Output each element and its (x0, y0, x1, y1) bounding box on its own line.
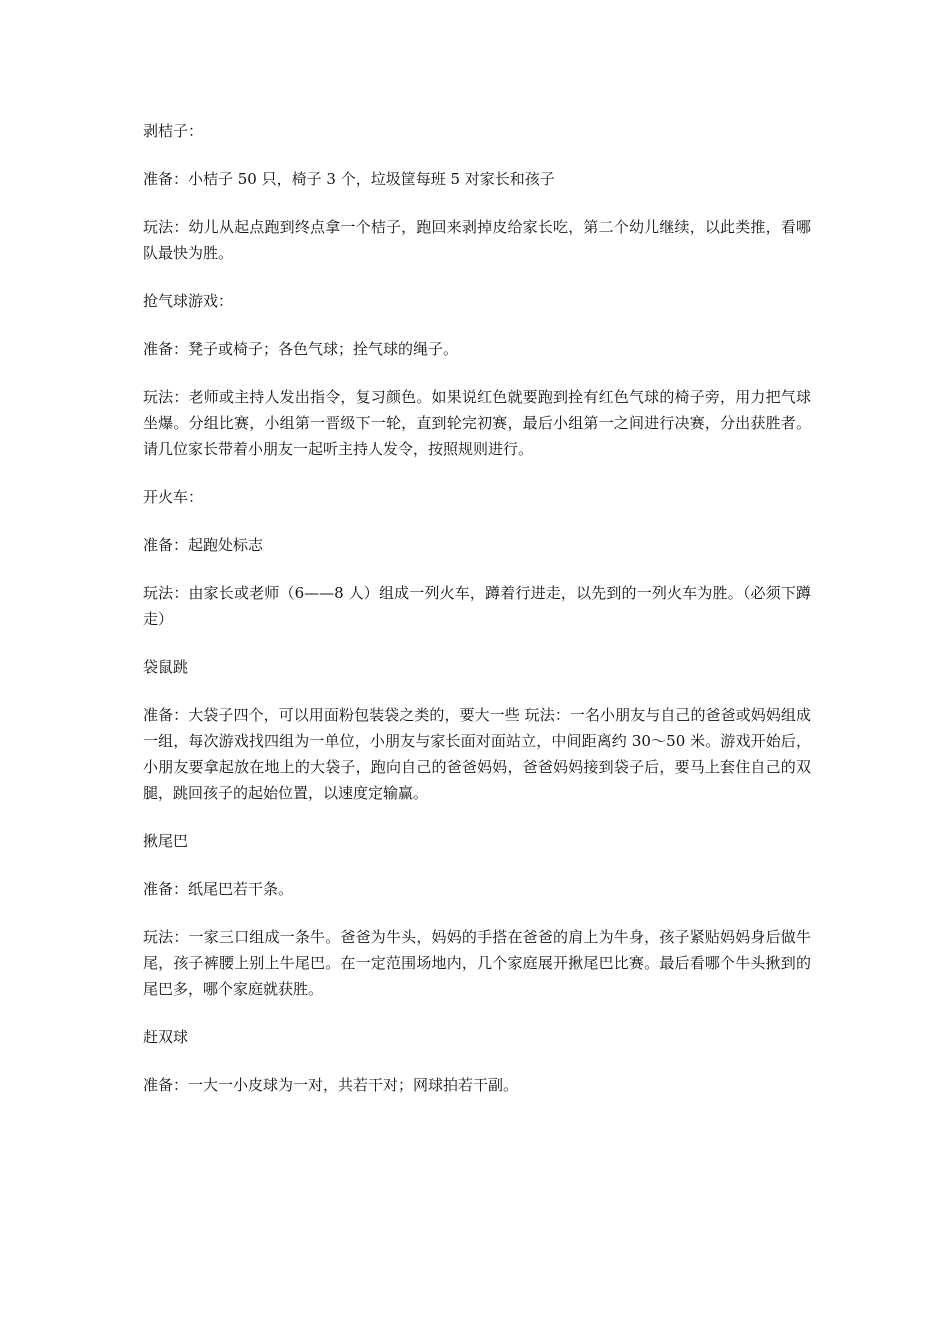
section-play-train: 玩法：由家长或老师（6——8 人）组成一列火车，蹲着行进走，以先到的一列火车为胜。（必须下蹲走） (143, 584, 811, 628)
section-title-balloon: 抢气球游戏： (143, 292, 234, 310)
section-prep-orange: 准备：小桔子 50 只，椅子 3 个，垃圾筐每班 5 对家长和孩子 (143, 170, 555, 188)
section-title-orange: 剥桔子： (143, 122, 204, 140)
section-play-orange: 玩法：幼儿从起点跑到终点拿一个桔子，跑回来剥掉皮给家长吃，第二个幼儿继续，以此类推，看哪队最快为胜。 (143, 218, 811, 262)
section-title-double-ball: 赶双球 (143, 1028, 189, 1046)
section-prep-balloon: 准备：凳子或椅子；各色气球；拴气球的绳子。 (143, 340, 459, 358)
section-title-tail: 揪尾巴 (143, 832, 189, 850)
section-prep-tail: 准备：纸尾巴若干条。 (143, 880, 294, 898)
section-play-tail: 玩法：一家三口组成一条牛。爸爸为牛头，妈妈的手搭在爸爸的肩上为牛身，孩子紧贴妈妈身后做牛尾，孩子裤腰上别上牛尾巴。在一定范围场地内，几个家庭展开揪尾巴比赛。最后看哪个牛头揪到的尾巴多，哪个家庭就获胜。 (143, 928, 811, 998)
section-prep-double-ball: 准备：一大一小皮球为一对，共若干对；网球拍若干副。 (143, 1076, 519, 1094)
document-page (143, 118, 811, 1120)
section-prep-kangaroo: 准备：大袋子四个，可以用面粉包装袋之类的，要大一些 玩法：一名小朋友与自己的爸爸或妈妈组成一组，每次游戏找四组为一单位，小朋友与家长面对面站立，中间距离约 30～50 米。游戏开始后，小朋友要拿起放在地上的大袋子，跑向自己的爸爸妈妈，爸爸妈妈接到袋子后，要马上套住自己的双腿，跳回孩子的起始位置，以速度定输赢。 (143, 706, 811, 802)
section-prep-train: 准备：起跑处标志 (143, 536, 264, 554)
section-title-train: 开火车： (143, 488, 204, 506)
section-play-balloon: 玩法：老师或主持人发出指令，复习颜色。如果说红色就要跑到拴有红色气球的椅子旁，用力把气球坐爆。分组比赛，小组第一晋级下一轮，直到轮完初赛，最后小组第一之间进行决赛，分出获胜者。请几位家长带着小朋友一起听主持人发令，按照规则进行。 (143, 388, 811, 458)
section-title-kangaroo: 袋鼠跳 (143, 658, 189, 676)
